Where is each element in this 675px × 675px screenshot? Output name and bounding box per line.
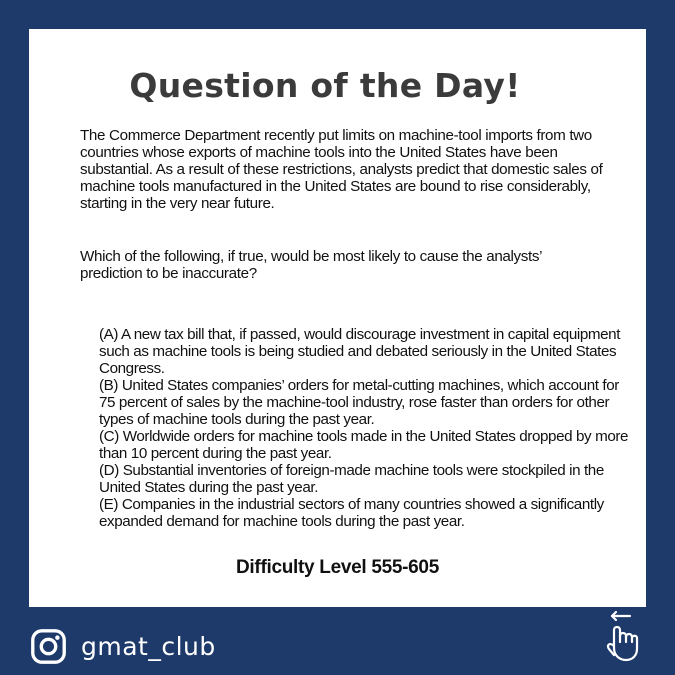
answer-option-c: (C) Worldwide orders for machine tools made in the United States dropped by more than 10 percent during the past year. xyxy=(99,428,629,462)
answer-option-d: (D) Substantial inventories of foreign-made machine tools were stockpiled in the United States during the past year. xyxy=(99,462,604,496)
difficulty-level: Difficulty Level 555-605 xyxy=(236,557,439,578)
question-passage: The Commerce Department recently put limits on machine-tool imports from two countries whose exports of machine tools into the United States have been substantial. As a result of these restrictions, analysts predict that domestic sales of machine tools manufactured in the United States are bound to rise considerably, starting in the very near future. xyxy=(80,127,603,212)
answer-option-b: (B) United States companies’ orders for metal-cutting machines, which account for 75 percent of sales by the machine-tool industry, rose faster than orders for other types of machine tools during the past year. xyxy=(99,377,619,428)
question-stem: Which of the following, if true, would be most likely to cause the analysts’ prediction to be inaccurate? xyxy=(80,248,542,282)
answer-option-a: (A) A new tax bill that, if passed, would discourage investment in capital equipment such as machine tools is being studied and debated seriously in the United States Congress. xyxy=(99,326,621,377)
social-handle[interactable] xyxy=(30,626,216,666)
answer-options xyxy=(99,326,631,530)
instagram-handle: gmat_club xyxy=(81,631,216,661)
instagram-icon xyxy=(30,628,67,665)
answer-option-e: (E) Companies in the industrial sectors of many countries showed a significantly expanded demand for machine tools during the past year. xyxy=(99,496,604,530)
swipe-hand-icon xyxy=(600,608,648,664)
page-title: Question of the Day! xyxy=(129,66,521,105)
